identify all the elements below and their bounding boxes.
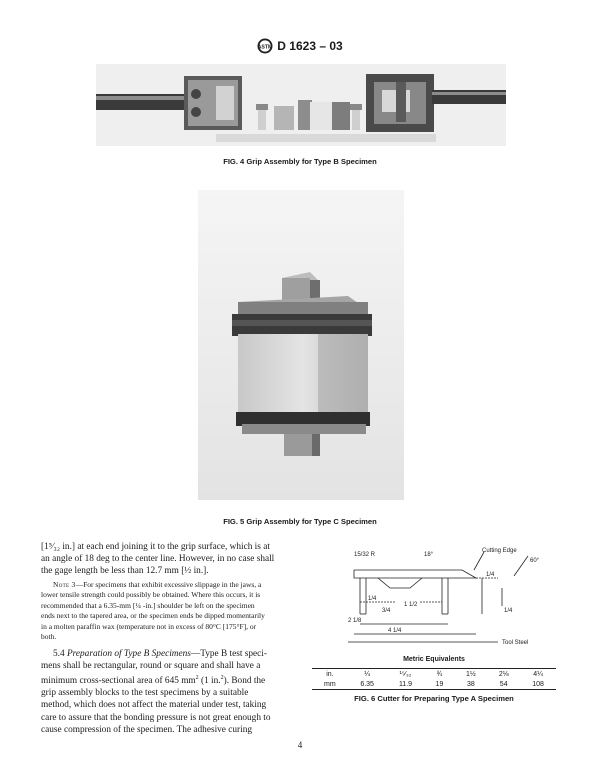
text-line: both. <box>41 632 57 642</box>
table-cell: 2⅛ <box>487 669 520 680</box>
fig6-drawing <box>308 540 560 652</box>
fig6-label-cutting-edge: Cutting Edge <box>482 548 517 554</box>
svg-text:ASTM: ASTM <box>257 44 273 51</box>
table-row <box>312 669 556 680</box>
text-line: lower tensile strength could possibly be obtained. Where this occurs, it is <box>41 590 261 600</box>
text-line: an angle of 18 deg to the center line. However, in no case shall <box>41 554 275 565</box>
note-3 <box>41 580 295 642</box>
metric-equivalents-table <box>312 668 556 690</box>
table-cell: ¹⁵⁄₃₂ <box>387 669 425 680</box>
page-header <box>0 38 600 54</box>
fig6-dim-four-quarter: 4 1/4 <box>388 628 402 634</box>
text-fragment: (1 in. <box>198 676 221 687</box>
section-number: 5.4 <box>53 649 65 659</box>
fig6-dim-three-quarter: 3/4 <box>382 608 391 614</box>
table-cell: mm <box>312 679 348 690</box>
table-cell: 4¼ <box>520 669 556 680</box>
text-line: —For specimens that exhibit excessive slippage in the jaws, a <box>75 580 262 589</box>
table-cell: 38 <box>454 679 487 690</box>
fig5-photo <box>198 190 404 500</box>
fig6-caption: FIG. 6 Cutter for Preparing Type A Specimen <box>354 694 514 703</box>
table-cell: 6.35 <box>348 679 387 690</box>
fig5-caption: FIG. 5 Grip Assembly for Type C Specimen <box>223 517 377 526</box>
text-line <box>41 672 295 687</box>
text-line: mens shall be rectangular, round or square and shall have a <box>41 661 261 672</box>
superscript: 2 <box>220 675 224 682</box>
text-fragment: minimum cross-sectional area of 645 mm <box>41 676 196 687</box>
text-line: recommended that a 6.35-mm [¼ -in.] shoulder be left on the specimen <box>41 600 255 610</box>
fig6-label-radius: 15/32 R <box>354 552 376 558</box>
fig4-caption: FIG. 4 Grip Assembly for Type B Specimen <box>223 157 377 166</box>
table-cell: 11.9 <box>387 679 425 690</box>
fig6-label-angle-18: 18° <box>424 552 434 558</box>
fig6-dim-two-eighth: 2 1/8 <box>348 618 362 624</box>
section-5-4 <box>41 648 295 736</box>
text-line: care to assure that the bonding pressure is not great enough to <box>41 712 271 723</box>
fig6-label-tool-steel: Tool Steel <box>502 640 529 646</box>
text-line: grip assembly blocks to the test specimens by a suitable <box>41 688 249 699</box>
fig6-dim-quarter-a: 1/4 <box>486 572 495 578</box>
note-label: Note 3 <box>53 580 76 589</box>
text-line: the gage length be less than 12.7 mm [½ in.]. <box>41 566 209 577</box>
text-line: in a molten paraffin wax (temperature not in excess of 80°C [175°F], or <box>41 621 257 631</box>
text-line: —Type B test speci- <box>190 649 267 659</box>
fig6-dim-quarter-b: 1/4 <box>504 608 513 614</box>
body-paragraph-gage-length <box>41 541 295 577</box>
document-designation: D 1623 – 03 <box>277 39 343 53</box>
metric-equivalents-title: Metric Equivalents <box>403 656 465 663</box>
table-cell: in. <box>312 669 348 680</box>
section-title: Preparation of Type B Specimens <box>66 649 191 659</box>
table-cell: ¾ <box>424 669 454 680</box>
table-cell: 19 <box>424 679 454 690</box>
table-row <box>312 679 556 690</box>
text-line: [1⁵⁄₃₂ in.] at each end joining it to the grip surface, which is at <box>41 542 270 552</box>
text-line: ends next to the tapered area, or the specimen ends be dipped momentarily <box>41 611 265 621</box>
fig6-dim-quarter-c: 1/4 <box>368 596 377 602</box>
table-cell: ¼ <box>348 669 387 680</box>
text-line: cause compression of the specimen. The adhesive curing <box>41 724 253 735</box>
text-line: method, which does not affect the material under test, taking <box>41 700 267 711</box>
fig6-label-angle-60: 60° <box>530 558 540 564</box>
astm-logo-icon <box>257 38 273 54</box>
fig6-dim-one-half: 1 1/2 <box>404 602 418 608</box>
table-cell: 108 <box>520 679 556 690</box>
table-cell: 54 <box>487 679 520 690</box>
fig4-photo <box>96 64 506 146</box>
page-number: 4 <box>297 740 303 750</box>
text-fragment: ). Bond the <box>223 676 266 687</box>
table-cell: 1½ <box>454 669 487 680</box>
superscript: 2 <box>195 675 199 682</box>
